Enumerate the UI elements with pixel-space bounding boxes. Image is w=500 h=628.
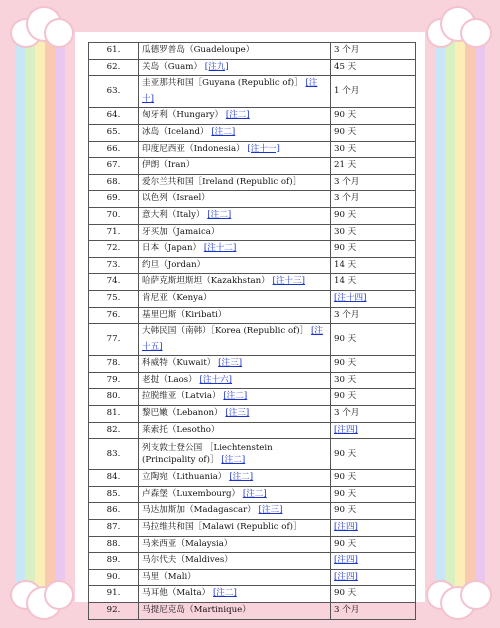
country-cell xyxy=(139,470,331,487)
table-row xyxy=(89,108,416,125)
footnote-link[interactable]: [注三] xyxy=(225,408,250,419)
table-row xyxy=(89,406,416,423)
row-number: 67. xyxy=(89,158,139,175)
footnote-link[interactable]: [注二] xyxy=(242,488,267,499)
stay-duration-cell xyxy=(331,356,416,373)
stay-duration: 1 个月 xyxy=(334,85,360,96)
row-number: 92. xyxy=(89,603,139,620)
rainbow-stripe xyxy=(25,26,35,602)
country-name: 黎巴嫩（Lebanon） xyxy=(142,408,223,419)
country-name: 伊朗（Iran） xyxy=(142,160,195,171)
footnote-link[interactable]: [注十三] xyxy=(272,276,306,287)
country-name: 科威特（Kuwait） xyxy=(142,358,216,369)
rainbow-border-left xyxy=(10,26,70,602)
table-row xyxy=(89,174,416,191)
country-name: 印度尼西亚（Indonesia） xyxy=(142,143,245,154)
row-number: 69. xyxy=(89,191,139,208)
stay-duration: 90 天 xyxy=(334,488,357,499)
stay-duration-cell xyxy=(331,257,416,274)
stay-duration-cell xyxy=(331,439,416,470)
country-name: 马来西亚（Malaysia） xyxy=(142,538,233,549)
rainbow-stripe xyxy=(465,26,475,602)
stay-duration: 30 天 xyxy=(334,374,357,385)
country-name: 马耳他（Malta） xyxy=(142,588,211,599)
stay-duration: 3 个月 xyxy=(334,193,360,204)
table-row xyxy=(89,141,416,158)
stay-duration-cell xyxy=(331,553,416,570)
row-number: 81. xyxy=(89,406,139,423)
country-name: 马尔代夫（Maldives） xyxy=(142,555,233,566)
stay-duration-cell xyxy=(331,486,416,503)
country-cell xyxy=(139,553,331,570)
country-name: 莱索托（Lesotho） xyxy=(142,424,220,435)
row-number: 90. xyxy=(89,569,139,586)
row-number: 89. xyxy=(89,553,139,570)
country-cell xyxy=(139,274,331,291)
stay-duration-cell xyxy=(331,389,416,406)
stay-duration-cell xyxy=(331,470,416,487)
row-number: 73. xyxy=(89,257,139,274)
table-row xyxy=(89,290,416,307)
stay-duration: 45 天 xyxy=(334,61,357,72)
country-cell xyxy=(139,141,331,158)
country-cell xyxy=(139,586,331,603)
country-cell xyxy=(139,43,331,60)
country-cell xyxy=(139,603,331,620)
country-cell xyxy=(139,224,331,241)
stay-duration: 90 天 xyxy=(334,358,357,369)
footnote-link[interactable]: [注十五] xyxy=(142,326,323,352)
rainbow-stripe xyxy=(15,26,25,602)
table-row xyxy=(89,158,416,175)
footnote-link[interactable]: [注九] xyxy=(204,61,229,72)
table-row xyxy=(89,324,416,356)
table-row xyxy=(89,356,416,373)
stay-duration: 3 个月 xyxy=(334,309,360,320)
table-row xyxy=(89,422,416,439)
footnote-link[interactable]: [注二] xyxy=(221,455,246,466)
row-number: 71. xyxy=(89,224,139,241)
stay-duration: 3 个月 xyxy=(334,408,360,419)
table-row xyxy=(89,274,416,291)
country-cell xyxy=(139,307,331,324)
table-row xyxy=(89,241,416,258)
country-name: 哈萨克斯坦斯坦（Kazakhstan） xyxy=(142,276,270,287)
country-cell xyxy=(139,439,331,470)
row-number: 83. xyxy=(89,439,139,470)
table-row xyxy=(89,372,416,389)
row-number: 76. xyxy=(89,307,139,324)
country-name: 立陶宛（Lithuania） xyxy=(142,472,227,483)
table-row xyxy=(89,470,416,487)
stay-duration-cell xyxy=(331,503,416,520)
footnote-link[interactable]: [注十六] xyxy=(199,374,233,385)
row-number: 78. xyxy=(89,356,139,373)
table-row xyxy=(89,439,416,470)
table-row xyxy=(89,569,416,586)
rainbow-stripe xyxy=(35,26,45,602)
country-cell xyxy=(139,486,331,503)
stay-duration: 14 天 xyxy=(334,276,357,287)
country-name: 拉脱维亚（Latvia） xyxy=(142,391,221,402)
row-number: 87. xyxy=(89,520,139,537)
row-number: 75. xyxy=(89,290,139,307)
cloud-top-right xyxy=(424,4,494,50)
stay-duration-cell xyxy=(331,174,416,191)
table-row xyxy=(89,603,416,620)
country-name: 基里巴斯（Kiribati） xyxy=(142,309,227,320)
footnote-link[interactable]: [注十] xyxy=(142,78,318,104)
rainbow-stripe xyxy=(55,26,65,602)
stay-duration: 3 个月 xyxy=(334,176,360,187)
stay-duration-cell xyxy=(331,290,416,307)
country-cell xyxy=(139,372,331,389)
country-name: 卢森堡（Luxembourg） xyxy=(142,488,241,499)
country-cell xyxy=(139,59,331,76)
stay-duration: 90 天 xyxy=(334,588,357,599)
stay-duration: 90 天 xyxy=(334,333,357,344)
country-name: 瓜德罗普岛（Guadeloupe） xyxy=(142,45,255,55)
country-name: 大韩民国（南韩）［Korea (Republic of)］ xyxy=(142,326,309,337)
document-page xyxy=(75,32,425,615)
row-number: 63. xyxy=(89,76,139,108)
rainbow-stripe xyxy=(435,26,445,602)
stay-duration: 21 天 xyxy=(334,160,357,171)
table-row xyxy=(89,207,416,224)
country-name: 马拉维共和国［Malawi (Republic of)］ xyxy=(142,522,302,533)
table-row xyxy=(89,536,416,553)
country-name: 圭亚那共和国［Guyana (Republic of)］ xyxy=(142,78,303,89)
cloud-bottom-right xyxy=(424,576,494,622)
country-name: 肯尼亚（Kenya） xyxy=(142,292,212,303)
row-number: 88. xyxy=(89,536,139,553)
country-name: 牙买加（Jamaica） xyxy=(142,226,220,237)
stay-duration-cell xyxy=(331,586,416,603)
country-cell xyxy=(139,241,331,258)
footnote-link[interactable]: [注十一] xyxy=(247,143,280,154)
table-row xyxy=(89,389,416,406)
footnote-link[interactable]: [注四] xyxy=(334,571,358,582)
table-row xyxy=(89,191,416,208)
row-number: 91. xyxy=(89,586,139,603)
rainbow-stripe xyxy=(475,26,485,602)
stay-duration-cell xyxy=(331,124,416,141)
rainbow-stripe xyxy=(455,26,465,602)
footnote-link[interactable]: [注十四] xyxy=(334,292,367,303)
country-name: 马里（Mali） xyxy=(142,571,196,582)
country-name: 冰岛（Iceland） xyxy=(142,126,209,137)
rainbow-border-right xyxy=(430,26,490,602)
country-name: 马达加斯加（Madagascar） xyxy=(142,505,256,516)
stay-duration: 14 天 xyxy=(334,259,357,270)
visa-free-countries-table xyxy=(88,42,416,620)
table-row xyxy=(89,586,416,603)
stay-duration: 90 天 xyxy=(334,110,357,121)
stay-duration-cell xyxy=(331,191,416,208)
stay-duration-cell xyxy=(331,274,416,291)
table-row xyxy=(89,224,416,241)
stay-duration-cell xyxy=(331,76,416,108)
row-number: 68. xyxy=(89,174,139,191)
row-number: 79. xyxy=(89,372,139,389)
stay-duration-cell xyxy=(331,241,416,258)
stay-duration-cell xyxy=(331,43,416,60)
country-cell xyxy=(139,158,331,175)
stay-duration: 3 个月 xyxy=(334,605,360,615)
footnote-link[interactable]: [注二] xyxy=(223,391,248,402)
row-number: 62. xyxy=(89,59,139,76)
footnote-link[interactable]: [注三] xyxy=(218,358,243,369)
stay-duration: 30 天 xyxy=(334,226,357,237)
country-cell xyxy=(139,174,331,191)
row-number: 66. xyxy=(89,141,139,158)
table-row xyxy=(89,124,416,141)
country-name: 约旦（Jordan） xyxy=(142,259,206,270)
stay-duration-cell xyxy=(331,603,416,620)
footnote-link[interactable]: [注二] xyxy=(229,472,254,483)
stay-duration: 90 天 xyxy=(334,472,357,483)
country-cell xyxy=(139,324,331,356)
country-cell xyxy=(139,191,331,208)
footnote-link[interactable]: [注十二] xyxy=(203,243,237,254)
cloud-bottom-left xyxy=(6,576,76,622)
stay-duration-cell xyxy=(331,141,416,158)
stay-duration: 90 天 xyxy=(334,505,357,516)
stay-duration-cell xyxy=(331,324,416,356)
footnote-link[interactable]: [注三] xyxy=(258,505,283,516)
row-number: 72. xyxy=(89,241,139,258)
stay-duration-cell xyxy=(331,406,416,423)
country-cell xyxy=(139,520,331,537)
stay-duration-cell xyxy=(331,520,416,537)
row-number: 74. xyxy=(89,274,139,291)
country-cell xyxy=(139,290,331,307)
stay-duration: 90 天 xyxy=(334,538,357,549)
country-cell xyxy=(139,207,331,224)
stay-duration-cell xyxy=(331,536,416,553)
stay-duration-cell xyxy=(331,422,416,439)
table-row xyxy=(89,43,416,60)
stay-duration-cell xyxy=(331,372,416,389)
row-number: 85. xyxy=(89,486,139,503)
footnote-link[interactable]: [注四] xyxy=(334,424,358,435)
table-row xyxy=(89,486,416,503)
country-name: 列支敦士登公国 ［Liechtenstein (Principality of)］ xyxy=(142,443,273,466)
table-row xyxy=(89,307,416,324)
row-number: 80. xyxy=(89,389,139,406)
row-number: 64. xyxy=(89,108,139,125)
country-name: 匈牙利（Hungary） xyxy=(142,110,224,121)
stay-duration-cell xyxy=(331,224,416,241)
rainbow-stripe xyxy=(45,26,55,602)
stay-duration: 90 天 xyxy=(334,126,357,137)
row-number: 86. xyxy=(89,503,139,520)
footnote-link[interactable]: [注二] xyxy=(225,110,250,121)
stay-duration-cell xyxy=(331,307,416,324)
country-cell xyxy=(139,356,331,373)
stay-duration: 90 天 xyxy=(334,449,357,460)
stay-duration: 30 天 xyxy=(334,143,357,154)
row-number: 82. xyxy=(89,422,139,439)
country-name: 以色列（Israel） xyxy=(142,193,210,204)
footnote-link[interactable]: [注四] xyxy=(334,555,358,566)
stay-duration-cell xyxy=(331,158,416,175)
country-cell xyxy=(139,124,331,141)
table-row xyxy=(89,520,416,537)
row-number: 70. xyxy=(89,207,139,224)
country-cell xyxy=(139,108,331,125)
stay-duration-cell xyxy=(331,569,416,586)
table-row xyxy=(89,553,416,570)
footnote-link[interactable]: [注二] xyxy=(211,126,236,137)
stay-duration-cell xyxy=(331,108,416,125)
stay-duration: 90 天 xyxy=(334,243,357,254)
table-row xyxy=(89,76,416,108)
table-row xyxy=(89,59,416,76)
cloud-top-left xyxy=(6,4,76,50)
stay-duration: 90 天 xyxy=(334,209,357,220)
country-name: 关岛（Guam） xyxy=(142,61,203,72)
country-cell xyxy=(139,536,331,553)
footnote-link[interactable]: [注四] xyxy=(334,522,358,533)
country-name: 老挝（Laos） xyxy=(142,374,197,385)
country-name: 意大利（Italy） xyxy=(142,209,205,220)
table-row xyxy=(89,257,416,274)
rainbow-stripe xyxy=(445,26,455,602)
stay-duration-cell xyxy=(331,207,416,224)
country-cell xyxy=(139,406,331,423)
country-cell xyxy=(139,257,331,274)
country-name: 日本（Japan） xyxy=(142,243,202,254)
row-number: 61. xyxy=(89,43,139,60)
row-number: 77. xyxy=(89,324,139,356)
country-cell xyxy=(139,389,331,406)
row-number: 84. xyxy=(89,470,139,487)
country-cell xyxy=(139,569,331,586)
country-name: 爱尔兰共和国［Ireland (Republic of)］ xyxy=(142,176,302,187)
stay-duration-cell xyxy=(331,59,416,76)
country-cell xyxy=(139,503,331,520)
country-cell xyxy=(139,422,331,439)
stay-duration: 3 个月 xyxy=(334,45,360,55)
footnote-link[interactable]: [注二] xyxy=(207,209,232,220)
footnote-link[interactable]: [注二] xyxy=(212,588,237,599)
country-cell xyxy=(139,76,331,108)
stay-duration: 90 天 xyxy=(334,391,357,402)
row-number: 65. xyxy=(89,124,139,141)
table-row xyxy=(89,503,416,520)
country-name: 马提尼克岛（Martinique） xyxy=(142,605,251,615)
